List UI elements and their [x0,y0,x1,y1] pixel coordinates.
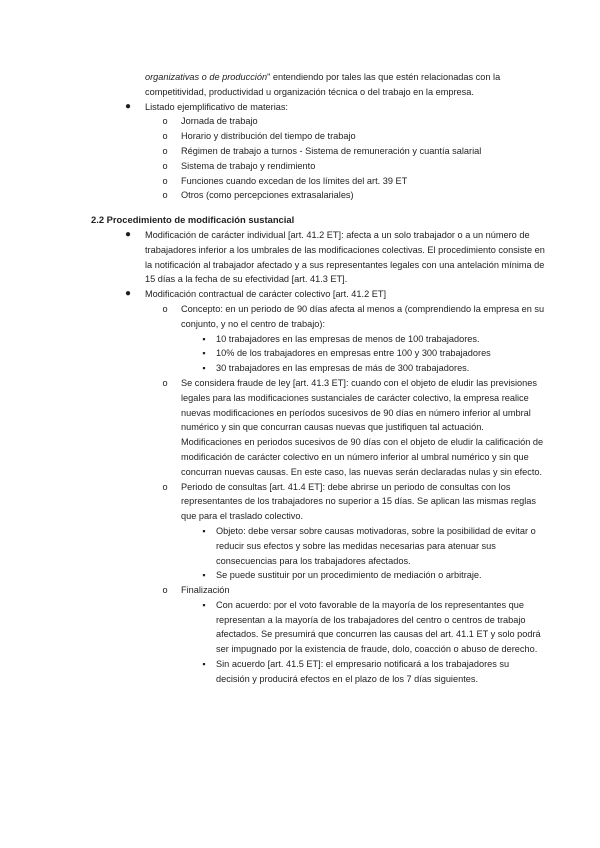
square-marker: ▪ [202,659,206,670]
circle-marker: o [162,303,168,314]
list-item [0,332,600,347]
list-item-concepto [0,302,600,332]
bullet-marker: ● [124,288,132,300]
list-item [0,114,600,129]
section-heading: 2.2 Procedimiento de modificación sustancial [91,214,295,226]
circle-marker: o [162,160,168,171]
circle-marker: o [162,481,168,492]
square-marker: ▪ [202,525,206,536]
umbral-item: 10 trabajadores en las empresas de menos de 100 trabajadores. [216,333,480,344]
circle-marker: o [162,377,168,388]
square-marker: ▪ [202,348,206,359]
umbral-item: 10% de los trabajadores en empresas entre 100 y 300 trabajadores [216,348,491,359]
list-item-colectivo [0,287,600,302]
list-item-listado [0,100,600,115]
circle-marker: o [162,145,168,156]
consultas-paragraph: Periodo de consultas [art. 41.4 ET]: debe abrirse un periodo de consultas con los representantes de los trabajadores no superior a 15 días. Se aplican las mismas reglas que para el traslado colectivo. [181,481,536,522]
list-item [0,346,600,361]
bullet-marker: ● [124,228,132,240]
listado-label: Listado ejemplificativo de materias: [145,101,288,112]
finalizacion-label: Finalización [181,585,230,596]
consultas-item: Objeto: debe versar sobre causas motivadoras, sobre la posibilidad de evitar o reducir sus efectos y sobre las medidas necesarias para atenuar sus consecuencias para los trabajadores afectados. [216,525,536,566]
intro-italic: organizativas o de producción [145,72,268,82]
list-item [0,188,600,203]
list-item-fraude [0,376,600,480]
list-item [0,524,600,568]
individual-paragraph: Modificación de carácter individual [art. 41.2 ET]: afecta a un solo trabajador o a un número de trabajadores inferior a los umbrales de las modificaciones colectivas. El procedimiento consiste en la notificación al trabajador afectado y a sus representantes legales con una antelación mínima de 15 días a la fecha de su efectividad [art. 41.3 ET]. [145,229,545,285]
list-item-consultas [0,480,600,524]
list-item [0,361,600,376]
concepto-paragraph: Concepto: en un periodo de 90 días afecta al menos a (comprendiendo la empresa en su conjunto, y no el centro de trabajo): [181,303,545,329]
list-item [0,159,600,174]
intro-rest: " entendiendo por tales las que estén relacionadas con la competitividad, productividad u organización técnica o del trabajo en la empresa. [145,72,501,97]
materia-item: Jornada de trabajo [181,116,258,127]
finalizacion-item: Sin acuerdo [art. 41.5 ET]: el empresario notificará a los trabajadores su decisión y producirá efectos en el plazo de los 7 días siguientes. [216,659,510,684]
list-item [0,657,600,687]
list-item [0,568,600,583]
materia-item: Funciones cuando excedan de los límites del art. 39 ET [181,175,408,186]
list-item [0,129,600,144]
document-body [0,70,600,687]
bullet-marker: ● [124,100,132,112]
list-item [0,144,600,159]
materia-item: Horario y distribución del tiempo de trabajo [181,131,356,142]
circle-marker: o [162,175,168,186]
list-item [0,174,600,189]
list-item [0,598,600,657]
list-item-finalizacion [0,583,600,598]
circle-marker: o [162,116,168,127]
circle-marker: o [162,131,168,142]
circle-marker: o [162,190,168,201]
square-marker: ▪ [202,570,206,581]
colectivo-label: Modificación contractual de carácter colectivo [art. 41.2 ET] [145,289,387,300]
materia-item: Sistema de trabajo y rendimiento [181,160,316,171]
fraude-paragraph: Se considera fraude de ley [art. 41.3 ET]: cuando con el objeto de eludir las previsiones legales para las modificaciones sustanciales de carácter colectivo, la empresa realice nuevas modificaciones en períodos sucesivos de 90 días en número inferior al umbral numérico y sin que concurran causas nuevas que justifiquen tal actuación. Modificaciones en periodos sucesivos de 90 días con el objeto de eludir la calificación de modificación de carácter colectivo en un número inferior al umbral numérico y sin que concurran nuevas causas. En este caso, las nuevas serán declaradas nulas y sin efecto. [181,377,544,477]
umbral-item: 30 trabajadores en las empresas de más de 300 trabajadores. [216,363,470,374]
square-marker: ▪ [202,363,206,374]
square-marker: ▪ [202,599,206,610]
materia-item: Régimen de trabajo a turnos - Sistema de remuneración y cuantía salarial [181,145,482,156]
finalizacion-item: Con acuerdo: por el voto favorable de la mayoría de los representantes que representan a la mayoría de los trabajadores del centro o centros de trabajo afectados. Se presumirá que concurren las causas del art. 41.1 ET y solo podrá ser impugnado por la existencia de fraude, dolo, coacción o abuso de derecho. [216,599,541,655]
circle-marker: o [162,585,168,596]
materia-item: Otros (como percepciones extrasalariales) [181,190,354,201]
consultas-item: Se puede sustituir por un procedimiento de mediación o arbitraje. [216,570,482,581]
intro-paragraph [145,70,545,100]
square-marker: ▪ [202,333,206,344]
list-item-individual [0,228,600,287]
